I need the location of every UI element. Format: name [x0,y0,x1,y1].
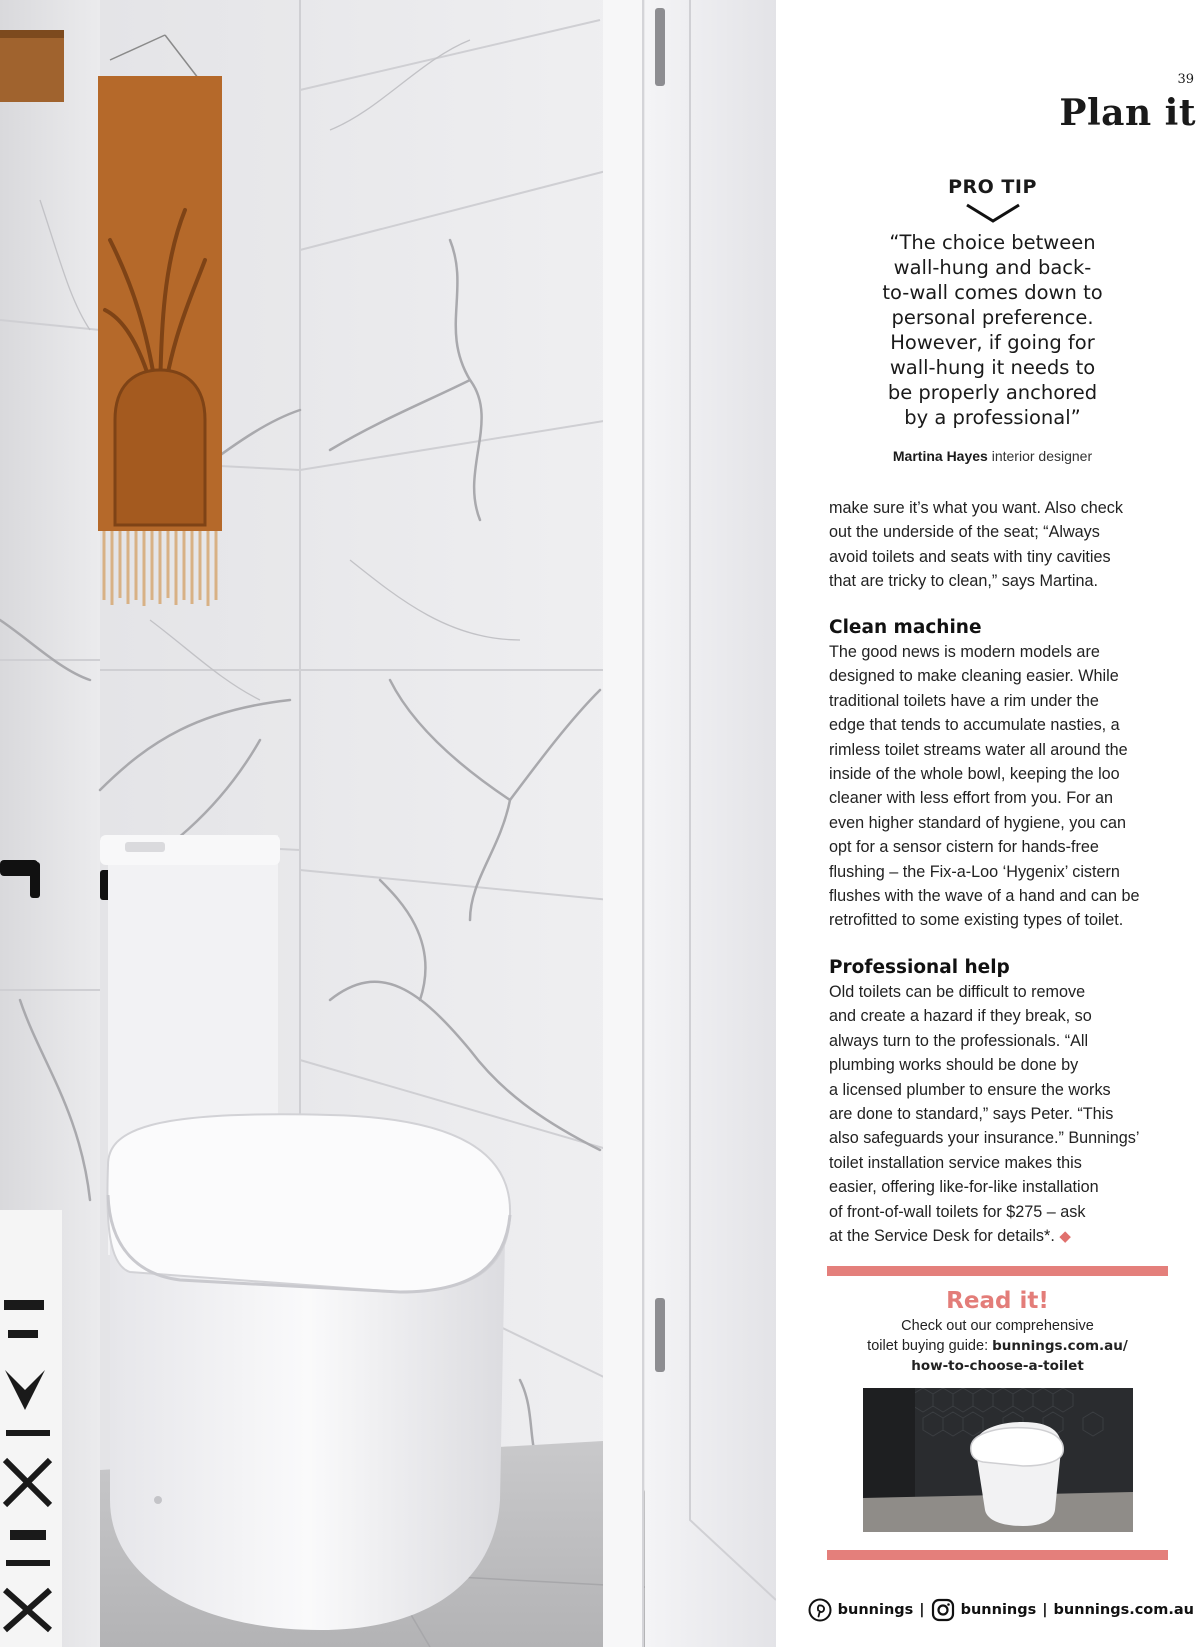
text-line: also safeguards your insurance.” Bunnings’ [829,1129,1140,1148]
quote-line: However, if going for [890,331,1095,354]
text-line: flushing – the Fix-a-Loo ‘Hygenix’ cistern [829,862,1120,881]
text-line: The good news is modern models are [829,643,1100,661]
text-line: at the Service Desk for details*. [829,1227,1055,1246]
instagram-handle[interactable]: bunnings [960,1602,1037,1618]
text-line: rimless toilet streams water all around the [829,740,1128,759]
text-line: flushes with the wave of a hand and can be [829,887,1140,906]
pro-tip-label: PRO TIP [948,176,1037,198]
quote-line: be properly anchored [887,381,1098,404]
text-line: of front-of-wall toilets for $275 – ask [829,1202,1086,1221]
quote-attribution [830,448,1155,464]
text-line: a licensed plumber to ensure the works [829,1080,1111,1099]
guide-link-path[interactable]: how-to-choose-a-toilet [911,1358,1084,1374]
text-line: edge that tends to accumulate nasties, a [829,716,1120,735]
text-line: even higher standard of hygiene, you can [829,813,1126,832]
guide-link[interactable]: bunnings.com.au/ [992,1338,1128,1354]
text-line: that are tricky to clean,” says Martina. [829,572,1098,591]
quote-author: Martina Hayes [892,448,988,464]
pro-tip-quote [830,230,1155,430]
professional-help-section [829,957,1169,1249]
quote-author-role: interior designer [991,448,1093,464]
quote-line: by a professional” [904,406,1081,429]
text-line: toilet installation service makes this [829,1153,1082,1172]
website-link[interactable]: bunnings.com.au [1053,1602,1194,1618]
page-number: 39 [1177,72,1194,87]
text-line: inside of the whole bowl, keeping the loo [829,765,1120,784]
text-line: always turn to the professionals. “All [829,1031,1089,1050]
text-line: Old toilets can be difficult to remove [829,983,1086,1001]
toilet-thumbnail [863,1388,1133,1532]
text-line: opt for a sensor cistern for hands-free [829,838,1099,857]
section-title: Plan it [1059,92,1196,134]
text-line: and create a hazard if they break, so [829,1007,1092,1026]
read-it-text [827,1316,1168,1376]
text-line: plumbing works should be done by [829,1056,1079,1075]
intro-paragraph [829,496,1169,594]
quote-line: “The choice between [889,231,1096,254]
text-line: out the underside of the seat; “Always [829,523,1100,542]
quote-line: wall-hung and back- [893,256,1092,279]
quote-line: personal preference. [891,306,1094,329]
footer-separator: | [919,1602,925,1618]
clean-machine-section [829,617,1169,933]
instagram-icon[interactable] [931,1598,955,1622]
accent-bar-top [827,1266,1168,1276]
footer-separator: | [1042,1602,1048,1618]
read-it-box [827,1266,1168,1560]
social-footer [808,1598,1194,1622]
text-line: retrofitted to some existing types of toilet. [829,911,1124,930]
text-line: designed to make cleaning easier. While [829,667,1119,686]
text-line: avoid toilets and seats with tiny cavities [829,547,1111,566]
end-diamond-icon: ◆ [1059,1228,1071,1246]
text-line: easier, offering like-for-like installation [829,1178,1099,1197]
chevron-down-icon [965,202,1021,224]
read-it-line: toilet buying guide: [867,1338,993,1354]
quote-line: to-wall comes down to [882,281,1103,304]
quote-line: wall-hung it needs to [889,356,1096,379]
pro-tip-callout [830,176,1155,464]
text-line: traditional toilets have a rim under the [829,691,1099,710]
professional-help-heading: Professional help [829,957,1010,978]
text-line: cleaner with less effort from you. For an [829,789,1114,808]
text-line: are done to standard,” says Peter. “This [829,1105,1114,1124]
read-it-title: Read it! [946,1288,1049,1314]
accent-bar-bottom [827,1550,1168,1560]
clean-machine-heading: Clean machine [829,617,982,638]
pinterest-handle[interactable]: bunnings [837,1602,914,1618]
text-line: make sure it’s what you want. Also check [829,499,1123,517]
pinterest-icon[interactable] [808,1598,832,1622]
read-it-line: Check out our comprehensive [901,1318,1094,1334]
